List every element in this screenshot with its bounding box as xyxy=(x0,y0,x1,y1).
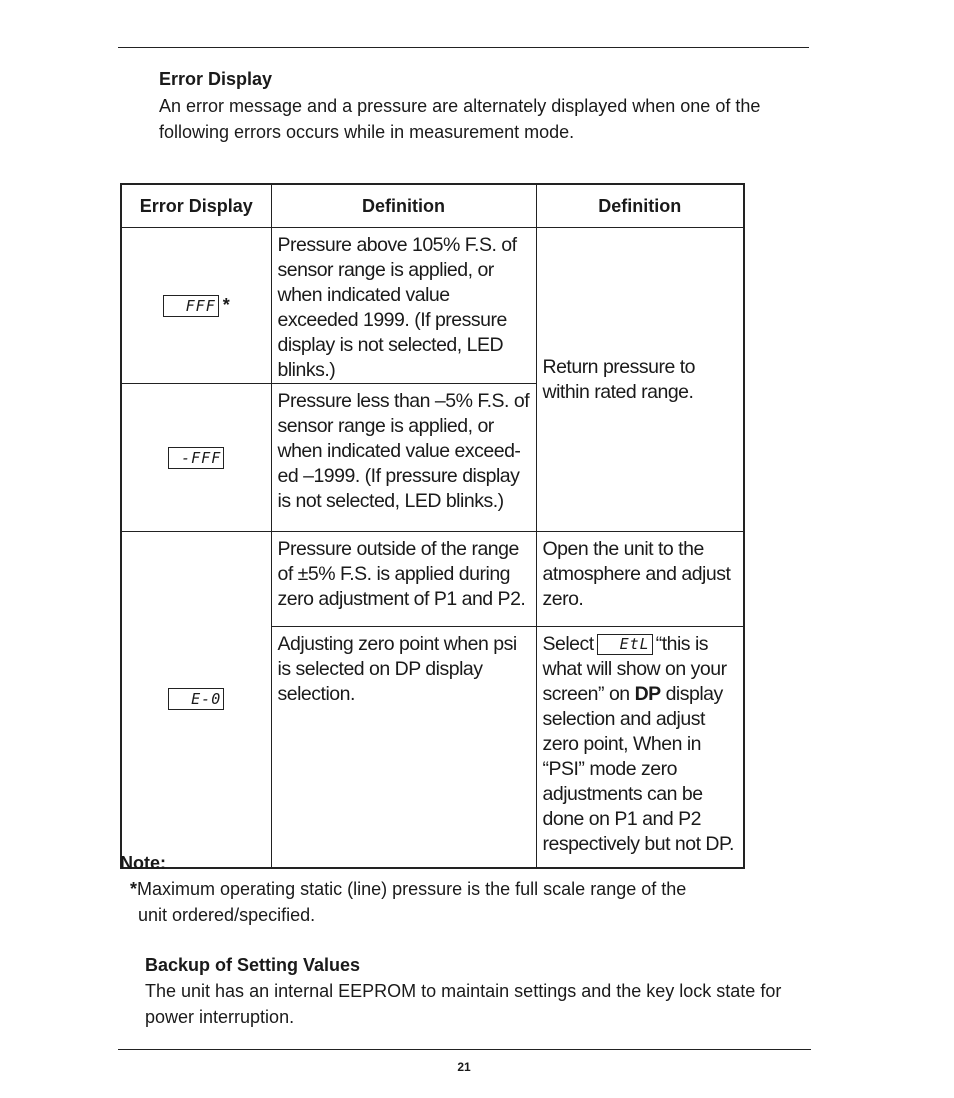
table-header-row xyxy=(121,184,744,228)
remedy-text xyxy=(537,627,744,857)
section-heading-error-display: Error Display xyxy=(159,69,273,89)
top-rule xyxy=(118,47,809,48)
note-label: Note: xyxy=(120,853,166,873)
lcd-display-fff: FFF xyxy=(163,295,219,317)
remedy-text: Return pressure to within rated range. xyxy=(542,355,695,403)
error-table xyxy=(120,183,745,869)
error-display-cell xyxy=(121,532,271,868)
error-display-cell xyxy=(121,384,271,532)
definition-cell xyxy=(271,228,536,384)
remedy-select-suffix: display selection and adjust zero point, When in “PSI” mode zero adjustments can be done on P1 and P2 respectively but not DP. xyxy=(542,683,734,855)
definition-text: Adjusting zero point when psi is selected on DP display selection. xyxy=(277,633,517,705)
note-line-1: Maximum operating static (line) pressure is the full scale range of the xyxy=(137,879,687,899)
remedy-select-prefix: Select xyxy=(542,633,594,655)
remedy-select-middle: “this is what will show on your screen” on xyxy=(542,633,727,705)
backup-paragraph: The unit has an internal EEPROM to maintain settings and the key lock state for power interruption. xyxy=(145,981,782,1027)
lcd-display-minus-fff: -FFF xyxy=(168,447,224,469)
note-text xyxy=(130,876,770,928)
intro-paragraph: An error message and a pressure are alternately displayed when one of the following errors occurs while in measurement mode. xyxy=(159,96,761,142)
definition-cell xyxy=(271,627,536,868)
note-line-2: unit ordered/specified. xyxy=(138,905,316,925)
remedy-cell xyxy=(536,228,744,532)
header-definition: Definition xyxy=(271,184,536,228)
definition-cell xyxy=(271,532,536,627)
bottom-rule xyxy=(118,1049,811,1050)
error-display-cell xyxy=(121,228,271,384)
remedy-text: Open the unit to the atmosphere and adjust zero. xyxy=(542,538,731,610)
definition-cell xyxy=(271,384,536,532)
definition-text: Pressure outside of the range of ±5% F.S. is applied during zero adjustment of P1 and P2. xyxy=(277,538,526,610)
dp-label: DP xyxy=(634,683,661,705)
note-asterisk: * xyxy=(130,879,138,899)
header-error-display: Error Display xyxy=(121,184,271,228)
lcd-display-e0: E-0 xyxy=(168,688,224,710)
section-heading-backup: Backup of Setting Values xyxy=(145,955,361,975)
page-number: 21 xyxy=(457,1060,471,1074)
table-row xyxy=(121,532,744,627)
footnote-marker: * xyxy=(222,295,230,315)
table-row xyxy=(121,228,744,384)
header-definition-remedy: Definition xyxy=(536,184,744,228)
definition-text: Pressure above 105% F.S. of sensor range is applied, or when indicated value exceeded 1999. (If pressure display is not selected, LED blinks.) xyxy=(277,234,517,381)
lcd-display-etl: EtL xyxy=(597,634,653,655)
definition-text: Pressure less than –5% F.S. of sensor range is applied, or when indicated value exceed-ed –1999. (If pressure display is not selected, LED blinks.) xyxy=(277,390,530,512)
remedy-cell xyxy=(536,532,744,627)
remedy-cell xyxy=(536,627,744,868)
